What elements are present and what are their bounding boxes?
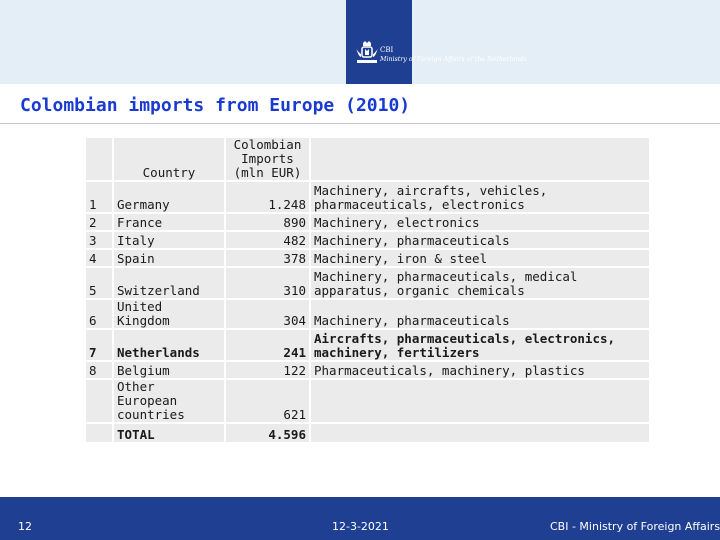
logo-block bbox=[346, 0, 412, 84]
logo-text bbox=[380, 45, 527, 64]
table-header-row bbox=[86, 138, 649, 180]
title-divider bbox=[0, 123, 720, 124]
value-cell: 621 bbox=[226, 380, 309, 422]
products-cell: Machinery, pharmaceuticals bbox=[311, 300, 649, 328]
country-cell: United Kingdom bbox=[114, 300, 224, 328]
country-cell: France bbox=[114, 214, 224, 230]
footer-organization: CBI - Ministry of Foreign Affairs bbox=[550, 520, 720, 533]
rank-cell: 4 bbox=[86, 250, 112, 266]
header-products-cell bbox=[311, 138, 649, 180]
header-rank-cell bbox=[86, 138, 112, 180]
rank-cell: 7 bbox=[86, 330, 112, 360]
rank-cell: 8 bbox=[86, 362, 112, 378]
footer-bar bbox=[0, 497, 720, 540]
total-rank-cell bbox=[86, 424, 112, 442]
value-cell: 241 bbox=[226, 330, 309, 360]
table-row bbox=[86, 300, 649, 328]
products-cell bbox=[311, 380, 649, 422]
logo-line-cbi: CBI bbox=[380, 46, 394, 54]
rank-cell: 2 bbox=[86, 214, 112, 230]
products-cell: Machinery, aircrafts, vehicles, pharmaceuticals, electronics bbox=[311, 182, 649, 212]
table-row bbox=[86, 182, 649, 212]
total-label: TOTAL bbox=[114, 424, 224, 442]
rank-cell: 3 bbox=[86, 232, 112, 248]
table-row bbox=[86, 214, 649, 230]
products-cell: Machinery, electronics bbox=[311, 214, 649, 230]
value-cell: 378 bbox=[226, 250, 309, 266]
table-row bbox=[86, 250, 649, 266]
total-value: 4.596 bbox=[226, 424, 309, 442]
country-cell: Other European countries bbox=[114, 380, 224, 422]
rank-cell: 5 bbox=[86, 268, 112, 298]
table-row bbox=[86, 330, 649, 360]
total-products-cell bbox=[311, 424, 649, 442]
table-row bbox=[86, 380, 649, 422]
footer-date: 12-3-2021 bbox=[332, 520, 389, 533]
country-cell: Netherlands bbox=[114, 330, 224, 360]
table-row bbox=[86, 232, 649, 248]
imports-table bbox=[84, 136, 651, 444]
country-cell: Spain bbox=[114, 250, 224, 266]
page-number: 12 bbox=[18, 520, 32, 533]
logo-line-ministry: Ministry of Foreign Affairs of the Netherlands bbox=[380, 56, 527, 63]
products-cell: Machinery, iron & steel bbox=[311, 250, 649, 266]
country-cell: Italy bbox=[114, 232, 224, 248]
value-cell: 890 bbox=[226, 214, 309, 230]
value-cell: 304 bbox=[226, 300, 309, 328]
country-cell: Belgium bbox=[114, 362, 224, 378]
products-cell: Pharmaceuticals, machinery, plastics bbox=[311, 362, 649, 378]
value-cell: 122 bbox=[226, 362, 309, 378]
country-cell: Switzerland bbox=[114, 268, 224, 298]
total-row bbox=[86, 424, 649, 442]
value-cell: 482 bbox=[226, 232, 309, 248]
header-country: Country bbox=[114, 138, 224, 180]
products-cell: Machinery, pharmaceuticals bbox=[311, 232, 649, 248]
value-cell: 310 bbox=[226, 268, 309, 298]
table-row bbox=[86, 362, 649, 378]
table-row bbox=[86, 268, 649, 298]
rank-cell: 1 bbox=[86, 182, 112, 212]
rank-cell bbox=[86, 380, 112, 422]
products-cell: Machinery, pharmaceuticals, medical apparatus, organic chemicals bbox=[311, 268, 649, 298]
rank-cell: 6 bbox=[86, 300, 112, 328]
country-cell: Germany bbox=[114, 182, 224, 212]
header-value: Colombian Imports (mln EUR) bbox=[226, 138, 309, 180]
slide-title: Colombian imports from Europe (2010) bbox=[20, 95, 411, 116]
products-cell: Aircrafts, pharmaceuticals, electronics, machinery, fertilizers bbox=[311, 330, 649, 360]
crest-icon bbox=[354, 40, 380, 66]
value-cell: 1.248 bbox=[226, 182, 309, 212]
